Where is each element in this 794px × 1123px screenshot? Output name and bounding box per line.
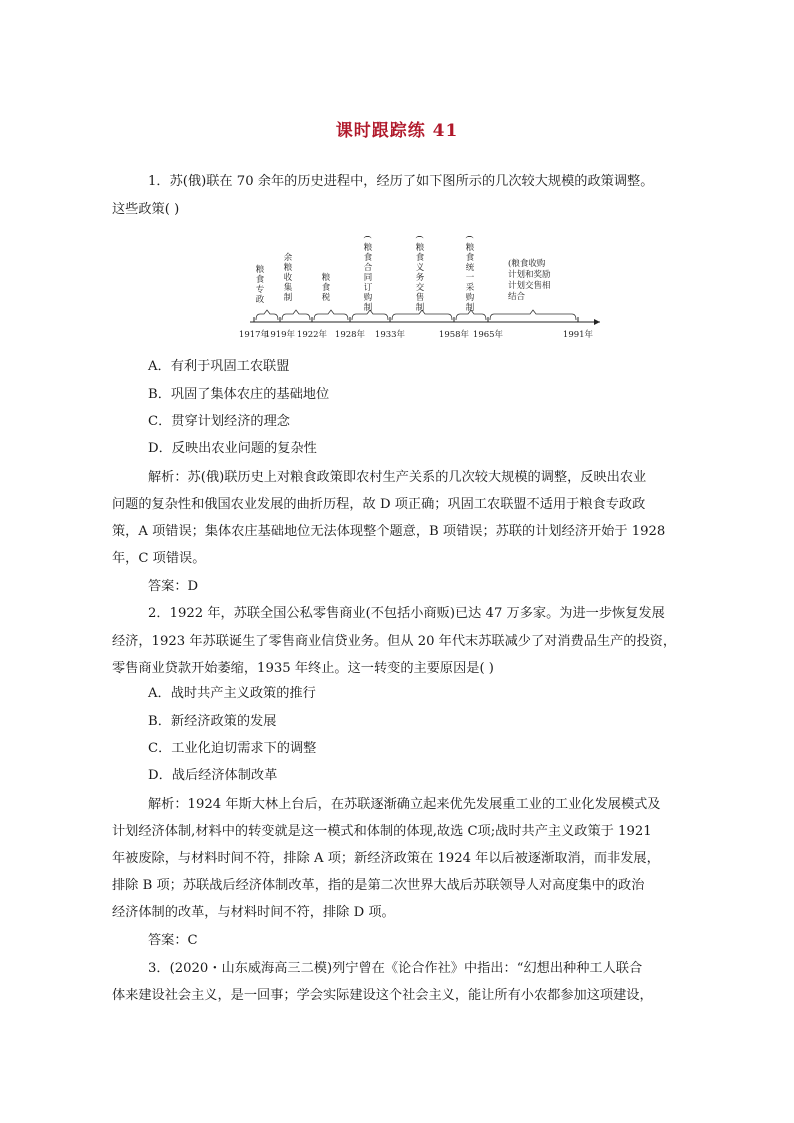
timeline-year-label: 1919年	[264, 330, 296, 340]
timeline-policy-char: 食	[321, 283, 331, 293]
timeline-policy-char: 统	[465, 263, 475, 273]
timeline-policy-char: 合	[363, 263, 373, 273]
q2-stem-line1: 2．1922 年，苏联全国公私零售商业(不包括小商贩)已达 47 万多家。为进一步恢复发展	[148, 606, 665, 621]
timeline-year-label: 1933年	[374, 330, 406, 340]
timeline-policy-char: 粮	[255, 265, 265, 275]
q2-stem-line3: 零售商业贷款开始萎缩，1935 年终止。这一转变的主要原因是( )	[112, 661, 494, 676]
q1-option-c: C．贯穿计划经济的理念	[148, 414, 290, 429]
timeline-policy-last-line: (粮食收购	[508, 259, 546, 269]
q2-option-d: D．战后经济体制改革	[148, 768, 278, 783]
timeline-policy-char: 粮	[363, 243, 373, 253]
q3-stem-line1: 3．(2020・山东威海高三二模)列宁曾在《论合作社》中指出：“幻想出种种工人联合	[148, 961, 643, 976]
timeline-year-label: 1991年	[562, 330, 594, 340]
q3-stem-line2: 体来建设社会主义，是一回事；学会实际建设这个社会主义，能让所有小农都参加这项建设，	[112, 988, 653, 1003]
timeline-policy-last-line: 计划和奖励	[508, 270, 551, 280]
page-title: 课时跟踪练 41	[335, 121, 459, 141]
q2-option-a: A．战时共产主义政策的推行	[148, 686, 316, 701]
q2-option-c: C．工业化迫切需求下的调整	[148, 741, 317, 756]
timeline-policy-char: 收	[283, 273, 293, 283]
q2-analysis-line5: 经济体制的改革，与材料时间不符，排除 D 项。	[112, 905, 395, 920]
timeline-policy-char: 采	[465, 283, 475, 293]
q1-analysis-line1: 解析：苏(俄)联历史上对粮食政策即农村生产关系的几次较大规模的调整，反映出农业	[148, 470, 647, 485]
q2-answer: 答案：C	[148, 933, 198, 948]
timeline-policy-char: 一	[465, 273, 475, 283]
timeline-policy-char: 同	[363, 273, 373, 283]
q1-stem-line1: 1．苏(俄)联在 70 余年的历史进程中，经历了如下图所示的几次较大规模的政策调整。	[148, 174, 654, 189]
timeline-period-bracket	[314, 310, 348, 320]
q2-analysis-line2: 计划经济体制,材料中的转变就是这一模式和体制的体现,故选 C项;战时共产主义政策于 1921	[112, 824, 652, 839]
timeline-arrow	[594, 319, 600, 325]
timeline-policy-char: (	[362, 235, 372, 239]
q2-analysis-line4: 排除 B 项；苏联战后经济体制改革，指的是第二次世界大战后苏联领导人对高度集中的政治	[112, 878, 645, 893]
timeline-policy-char: (	[414, 235, 424, 239]
timeline-year-label: 1917年	[238, 330, 270, 340]
timeline-policy-char: 务	[415, 273, 425, 283]
q1-analysis-line2: 问题的复杂性和俄国农业发展的曲折历程，故 D 项正确；巩固工农联盟不适用于粮食专政政	[112, 497, 646, 512]
q2-analysis-line3: 年被废除，与材料时间不符，排除 A 项；新经济政策在 1924 年以后被逐渐取消，而非发展，	[112, 851, 660, 866]
timeline-policy-char: 食	[415, 253, 425, 263]
timeline-svg	[236, 226, 606, 348]
q1-option-b: B．巩固了集体农庄的基础地位	[148, 387, 330, 402]
timeline-policy-char: 粮	[465, 243, 475, 253]
timeline-policy-char: 税	[321, 293, 331, 303]
timeline-policy-char: 购	[465, 293, 475, 303]
q1-analysis-line4: 年，C 项错误。	[112, 551, 206, 566]
timeline-policy-char: 食	[255, 275, 265, 285]
q1-option-a: A．有利于巩固工农联盟	[148, 359, 290, 374]
q1-answer: 答案：D	[148, 579, 199, 594]
timeline-policy-char: 集	[283, 283, 293, 293]
timeline-policy-char: 粮	[415, 243, 425, 253]
timeline-year-label: 1965年	[472, 330, 504, 340]
timeline-policy-char: 制	[415, 303, 425, 313]
timeline-policy-char: 义	[415, 263, 425, 273]
q2-analysis-line1: 解析：1924 年斯大林上台后，在苏联逐渐确立起来优先发展重工业的工业化发展模式及	[148, 797, 661, 812]
timeline-year-label: 1922年	[296, 330, 328, 340]
timeline-period-bracket	[490, 310, 576, 320]
timeline-policy-char: 食	[465, 253, 475, 263]
timeline-year-label: 1928年	[334, 330, 366, 340]
policy-timeline-figure	[236, 226, 606, 348]
timeline-policy-char: 售	[415, 293, 425, 303]
timeline-policy-last-line: 结合	[508, 292, 526, 302]
q1-analysis-line3: 策，A 项错误；集体农庄基础地位无法体现整个题意，B 项错误；苏联的计划经济开始于 1928	[112, 524, 666, 539]
timeline-policy-char: 粮	[321, 273, 331, 283]
q1-stem-line2: 这些政策( )	[112, 202, 180, 217]
timeline-policy-char: 政	[255, 295, 265, 305]
timeline-policy-char: 专	[255, 285, 265, 295]
timeline-period-bracket	[256, 310, 278, 320]
q1-option-d: D．反映出农业问题的复杂性	[148, 441, 317, 456]
timeline-policy-char: 食	[363, 253, 373, 263]
timeline-policy-char: 交	[415, 283, 425, 293]
q2-stem-line2: 经济，1923 年苏联诞生了零售商业信贷业务。但从 20 年代末苏联减少了对消费品生产的投资，	[112, 634, 677, 649]
timeline-policy-char: 订	[363, 283, 373, 293]
timeline-year-label: 1958年	[438, 330, 470, 340]
timeline-period-bracket	[282, 310, 310, 320]
timeline-policy-char: 粮	[283, 263, 293, 273]
timeline-policy-char: 制	[363, 303, 373, 313]
timeline-policy-char: 制	[283, 293, 293, 303]
q2-option-b: B．新经济政策的发展	[148, 714, 277, 729]
timeline-policy-char: 制	[465, 303, 475, 313]
timeline-policy-char: 购	[363, 293, 373, 303]
timeline-policy-last-line: 计划交售相	[508, 281, 551, 291]
timeline-policy-char: 余	[283, 253, 293, 263]
timeline-policy-char: (	[464, 235, 474, 239]
